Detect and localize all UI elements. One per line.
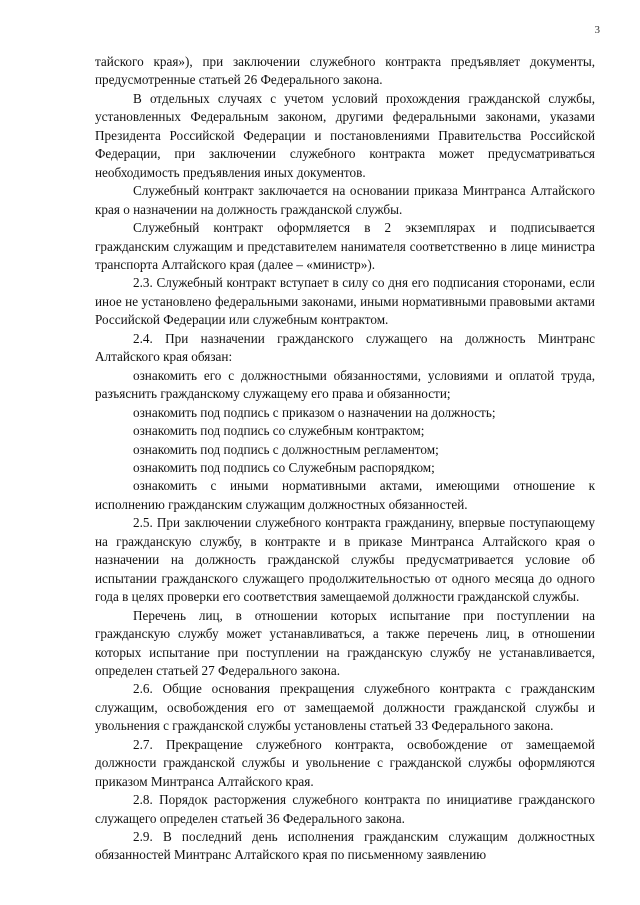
paragraph: Служебный контракт заключается на основании приказа Минтранса Алтайского края о назначении на должность гражданской службы. bbox=[95, 183, 595, 217]
paragraph: В отдельных случаях с учетом условий прохождения гражданской службы, установленных Федеральным законом, другими федеральными законами, указами Президента Российской Федерации и постановлениями Правительства Российской Федерации, при заключении служебного контракта может предусматриваться необходимость предъявления иных документов. bbox=[95, 90, 595, 180]
list-item: ознакомить его с должностными обязанностями, условиями и оплатой труда, разъяснить гражданскому служащему его права и обязанности; bbox=[95, 367, 595, 402]
paragraph-clause-2-3: 2.3. Служебный контракт вступает в силу со дня его подписания сторонами, если иное не установлено федеральными законами, иными нормативными правовыми актами Российской Федерации или служебным контрактом. bbox=[95, 275, 595, 328]
paragraph: Перечень лиц, в отношении которых испытание при поступлении на гражданскую службу может устанавливаться, а также перечень лиц, в отношении которых испытание при поступлении на гражданскую службу не устанавливается, определен статьей 27 Федерального закона. bbox=[95, 607, 595, 678]
paragraph-clause-2-6: 2.6. Общие основания прекращения служебного контракта с гражданским служащим, освобождения его от замещаемой должности гражданской службы и увольнения с гражданской службы установлены статьей 33 Федерального закона. bbox=[95, 681, 595, 734]
list-item: ознакомить под подпись со служебным контрактом; bbox=[133, 423, 425, 439]
document-body bbox=[95, 53, 595, 865]
paragraph-clause-2-5: 2.5. При заключении служебного контракта гражданину, впервые поступающему на гражданскую службу, в контракте и в приказе Минтранса Алтайского края о назначении на должность гражданской службы предусматривается условие об испытании гражданского служащего продолжительностью от одного месяца до одного года в целях проверки его соответствия замещаемой должности гражданской службы. bbox=[95, 515, 595, 605]
paragraph-clause-2-9: 2.9. В последний день исполнения гражданским служащим должностных обязанностей Минтранс Алтайского края по письменному заявлению bbox=[95, 829, 595, 863]
list-item: ознакомить с иными нормативными актами, имеющими отношение к исполнению гражданским служащим должностных обязанностей. bbox=[95, 478, 595, 512]
list-item: ознакомить под подпись со Служебным распорядком; bbox=[133, 459, 435, 475]
paragraph-clause-2-4: 2.4. При назначении гражданского служащего на должность Минтранс Алтайского края обязан: bbox=[95, 330, 595, 365]
paragraph-clause-2-8: 2.8. Порядок расторжения служебного контракта по инициативе гражданского служащего определен статьей 36 Федерального закона. bbox=[95, 792, 595, 826]
list-item: ознакомить под подпись с должностным регламентом; bbox=[133, 441, 439, 457]
paragraph-clause-2-7: 2.7. Прекращение служебного контракта, освобождение от замещаемой должности гражданской службы и увольнение с гражданской службы оформляются приказом Минтранса Алтайского края. bbox=[95, 736, 595, 789]
list-item: ознакомить под подпись с приказом о назначении на должность; bbox=[133, 404, 496, 420]
paragraph: Служебный контракт оформляется в 2 экземплярах и подписывается гражданским служащим и представителем нанимателя соответственно в лице министра транспорта Алтайского края (далее – «министр»). bbox=[95, 220, 595, 272]
paragraph-continuation: тайского края»), при заключении служебного контракта предъявляет документы, предусмотренные статьей 26 Федерального закона. bbox=[95, 54, 595, 88]
page-number: 3 bbox=[594, 24, 600, 36]
